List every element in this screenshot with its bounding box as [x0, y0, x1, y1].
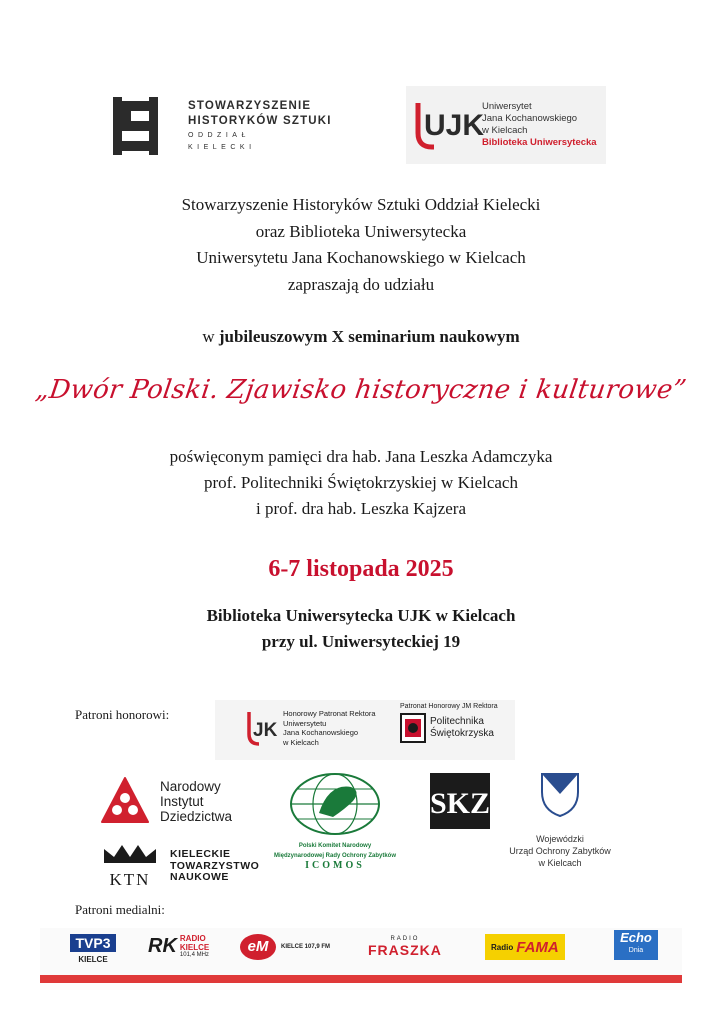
tvp3-city: KIELCE [78, 955, 108, 964]
dedication-line2: prof. Politechniki Świętokrzyskiej w Kielcach [204, 473, 518, 492]
echo-name: Echo [620, 930, 652, 945]
radio-fraszka-logo [368, 936, 442, 958]
rk-name: RADIO KIELCE [179, 934, 210, 952]
intro-line1: Stowarzyszenie Historyków Sztuki Oddział Kielecki [181, 195, 541, 214]
dedication [0, 444, 722, 522]
ujk-patron-line1: Honorowy Patronat Rektora [283, 709, 376, 718]
ujk-rector-patronage [245, 708, 376, 748]
wuoz-line1: Wojewódzki [536, 834, 584, 844]
radio-fama-logo [485, 934, 565, 960]
place-line1: Biblioteka Uniwersytecka UJK w Kielcach [206, 606, 516, 625]
ktn-letters: KTN [109, 870, 151, 889]
wuoz-logo [495, 772, 625, 869]
ujk-line4: Biblioteka Uniwersytecka [482, 137, 597, 148]
event-date: 6-7 listopada 2025 [268, 556, 454, 582]
radio-kielce-logo [148, 934, 220, 958]
honorary-patrons-box [215, 700, 515, 760]
tvp3-logo [66, 934, 120, 964]
dedication-line3: i prof. dra hab. Leszka Kajzera [255, 499, 467, 518]
ujk-logo-icon [412, 95, 485, 155]
shs-name-line4: KIELECKI [188, 143, 256, 151]
ujk-patron-line2: Uniwersytetu [283, 718, 327, 728]
ujk-line1: Uniwersytet [482, 101, 532, 112]
media-patrons-label: Patroni medialni: [75, 902, 165, 917]
shs-name-line1: STOWARZYSZENIE [188, 99, 312, 112]
rk-freq: 101,4 MHz [179, 952, 209, 958]
ktn-crown-icon [100, 843, 160, 865]
intro-line2: oraz Biblioteka Uniwersytecka [255, 221, 467, 241]
intro-line3: Uniwersytetu Jana Kochanowskiego w Kielcach [196, 248, 526, 267]
event-place [0, 603, 722, 655]
pswk-line2: Świętokrzyska [430, 728, 494, 739]
nid-logo [100, 776, 232, 826]
honorary-patrons-label: Patroni honorowi: [75, 707, 170, 722]
svg-text:UJK: UJK [424, 109, 485, 142]
shs-name-line2: HISTORYKÓW SZTUKI [188, 114, 332, 127]
icomos-caption1: Polski Komitet Narodowy [298, 843, 372, 849]
nid-line3: Dziedzictwa [160, 808, 233, 824]
radio-em-logo [240, 934, 331, 960]
em-freq: KIELCE 107,9 FM [281, 944, 331, 950]
shs-monogram-icon [113, 97, 158, 155]
fama-name: FAMA [516, 938, 559, 956]
skz-logo [430, 773, 490, 829]
icomos-logo [270, 773, 400, 871]
ujk-small-logo-icon [245, 708, 279, 748]
ujk-patron-line3: Jana Kochanowskiego [283, 728, 359, 737]
fama-prefix: Radio [491, 942, 514, 952]
dedication-line1: poświęconym pamięci dra hab. Jana Leszka Adamczyka [169, 447, 553, 466]
ktn-line2: TOWARZYSTWO [170, 859, 260, 872]
seminar-title: „Dwór Polski. Zjawisko historyczne i kulturowe” [33, 375, 689, 405]
nid-line2: Instytut [160, 793, 204, 809]
ujk-patron-line4: w Kielcach [283, 737, 319, 747]
wuoz-shield-icon [540, 772, 580, 818]
ktn-line3: NAUKOWE [170, 871, 229, 884]
pswk-top: Patronat Honorowy JM Rektora [400, 703, 498, 710]
shs-logo [113, 96, 343, 156]
em-badge: eM [240, 934, 276, 960]
place-line2: przy ul. Uniwersyteckiej 19 [261, 632, 461, 651]
invitation-intro [0, 192, 722, 298]
ktn-line1: KIELECKIE [170, 848, 231, 861]
echo-dnia-logo [614, 930, 658, 960]
fraszka-top: RADIO [390, 936, 420, 942]
ktn-logo [100, 843, 259, 890]
seminar-bold: jubileuszowym X seminarium naukowym [218, 327, 520, 346]
rk-letters: RK [148, 934, 177, 957]
skz-monogram-icon [430, 773, 490, 829]
intro-line4: zapraszają do udziału [287, 274, 435, 294]
fraszka-name: FRASZKA [368, 942, 442, 958]
echo-sub: Dnia [628, 947, 644, 954]
wuoz-line3: w Kielcach [538, 858, 582, 868]
seminar-line [0, 327, 722, 347]
pswk-line1: Politechnika [430, 716, 484, 727]
ujk-library-logo [406, 86, 606, 164]
wuoz-line2: Urząd Ochrony Zabytków [509, 846, 611, 856]
svg-text:JK: JK [253, 720, 278, 741]
ujk-line2: Jana Kochanowskiego [482, 113, 578, 124]
pswk-emblem-icon [400, 713, 426, 743]
media-strip-red-line [40, 975, 682, 983]
seminar-prefix: w [202, 327, 219, 346]
pswk-rector-patronage [400, 703, 498, 743]
tvp3-badge: TVP3 [70, 934, 115, 952]
nid-emblem-icon [100, 776, 150, 826]
icomos-name: ICOMOS [305, 860, 365, 871]
media-patrons-strip [40, 928, 682, 983]
shs-name-line3: ODDZIAŁ [188, 131, 250, 139]
icomos-globe-icon [289, 773, 381, 835]
ujk-line3: w Kielcach [482, 125, 528, 136]
svg-text:SKZ: SKZ [429, 787, 491, 820]
icomos-caption2: Międzynarodowej Rady Ochrony Zabytków [273, 853, 397, 859]
nid-line1: Narodowy [160, 778, 221, 794]
